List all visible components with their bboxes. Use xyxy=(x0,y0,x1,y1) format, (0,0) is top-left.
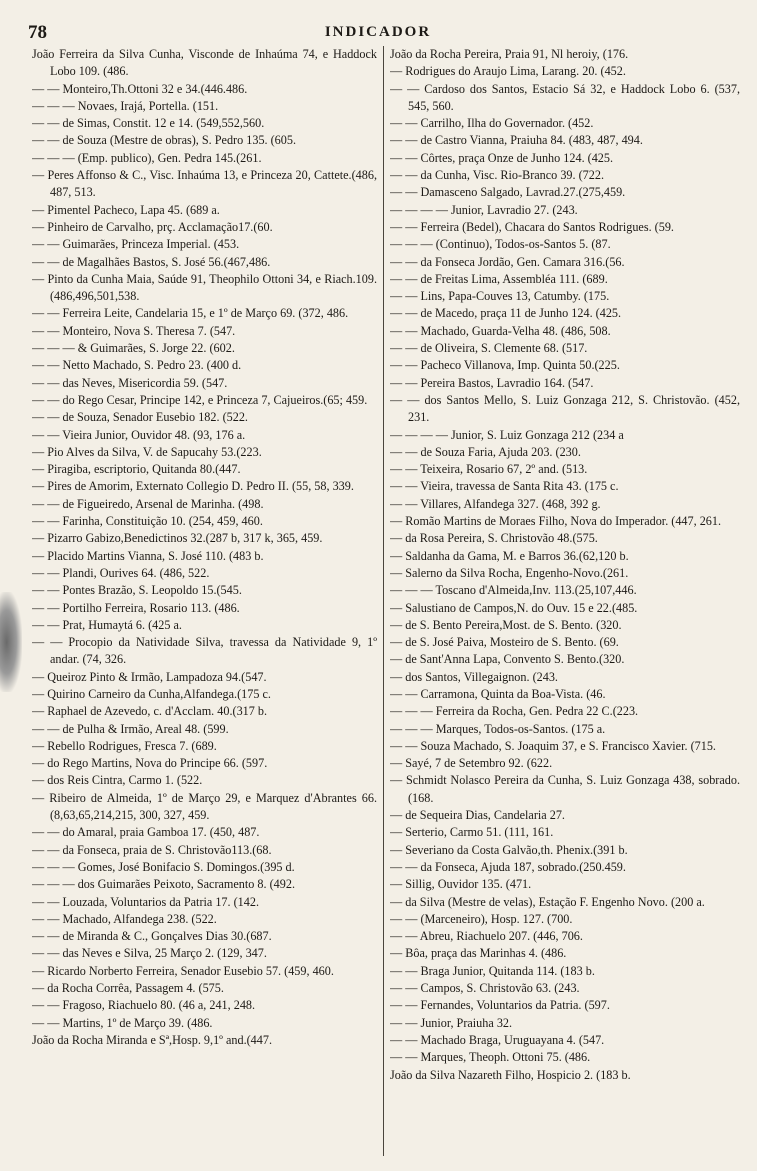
directory-entry: — Piragiba, escriptorio, Quitanda 80.(447. xyxy=(32,462,241,477)
directory-entry: — Sayé, 7 de Setembro 92. (622. xyxy=(390,756,553,771)
directory-entry: João da Silva Nazareth Filho, Hospicio 2. (183 b. xyxy=(390,1067,631,1082)
directory-entry: — de S. José Paiva, Mosteiro de S. Bento. (69. xyxy=(390,635,619,650)
directory-entry: — de Sequeira Dias, Candelaria 27. xyxy=(390,808,565,823)
directory-entry: — — do Amaral, praia Gamboa 17. (450, 487. xyxy=(32,825,260,840)
right-column xyxy=(390,46,740,1161)
directory-entry: — — Pereira Bastos, Lavradio 164. (547. xyxy=(390,375,594,390)
directory-entry: — Raphael de Azevedo, c. d'Acclam. 40.(317 b. xyxy=(32,704,268,719)
directory-entry: — — de Figueiredo, Arsenal de Marinha. (498. xyxy=(32,496,264,511)
directory-entry: — — Damasceno Salgado, Lavrad.27.(275,459. xyxy=(390,185,626,200)
directory-entry: — — de Simas, Constit. 12 e 14. (549,552,560. xyxy=(32,116,265,131)
directory-entry: — da Rocha Corrêa, Passagem 4. (575. xyxy=(32,981,224,996)
directory-entry: — — Cardoso dos Santos, Estacio Sá 32, e Haddock Lobo 6. (537, 545, 560. xyxy=(390,81,740,113)
directory-entry: — — de Souza (Mestre de obras), S. Pedro 135. (605. xyxy=(32,133,297,148)
directory-entry: — — do Rego Cesar, Principe 142, e Princeza 7, Cajueiros.(65; 459. xyxy=(32,392,368,407)
page-header xyxy=(28,22,728,48)
directory-entry: — — Portilho Ferreira, Rosario 113. (486. xyxy=(32,600,240,615)
directory-entry: — — Ferreira Leite, Candelaria 15, e 1º de Março 69. (372, 486. xyxy=(32,306,349,321)
directory-entry: — Romão Martins de Moraes Filho, Nova do Imperador. (447, 261. xyxy=(390,514,722,529)
directory-entry: — — Vieira Junior, Ouvidor 48. (93, 176 a. xyxy=(32,427,246,442)
directory-entry: — Ricardo Norberto Ferreira, Senador Eusebio 57. (459, 460. xyxy=(32,963,334,978)
directory-entry: — — Fragoso, Riachuelo 80. (46 a, 241, 248. xyxy=(32,998,256,1013)
directory-entry: — — de Freitas Lima, Assembléa 111. (689. xyxy=(390,271,608,286)
directory-entry: — Rebello Rodrigues, Fresca 7. (689. xyxy=(32,738,217,753)
directory-entry: — dos Reis Cintra, Carmo 1. (522. xyxy=(32,773,203,788)
directory-entry: — — Netto Machado, S. Pedro 23. (400 d. xyxy=(32,358,242,373)
column-divider xyxy=(383,46,384,1156)
directory-entry: João da Rocha Miranda e Sª,Hosp. 9,1º and.(447. xyxy=(32,1032,273,1047)
directory-entry: — — Vieira, travessa de Santa Rita 43. (175 c. xyxy=(390,479,619,494)
directory-entry: — — de Macedo, praça 11 de Junho 124. (425. xyxy=(390,306,622,321)
directory-entry: — — — — Junior, Lavradio 27. (243. xyxy=(390,202,578,217)
page-number: 78 xyxy=(28,22,47,43)
directory-entry: — — Monteiro, Nova S. Theresa 7. (547. xyxy=(32,323,236,338)
directory-entry: — — da Fonseca Jordão, Gen. Camara 316.(56. xyxy=(390,254,625,269)
directory-entry: — — Ferreira (Bedel), Chacara do Santos Rodrigues. (59. xyxy=(390,219,674,234)
directory-entry: — Salustiano de Campos,N. do Ouv. 15 e 22.(485. xyxy=(390,600,638,615)
directory-entry: — Pimentel Pacheco, Lapa 45. (689 a. xyxy=(32,202,220,217)
directory-entry: — — Braga Junior, Quitanda 114. (183 b. xyxy=(390,963,595,978)
directory-entry: — — — Gomes, José Bonifacio S. Domingos.(395 d. xyxy=(32,859,295,874)
directory-entry: — — Louzada, Voluntarios da Patria 17. (142. xyxy=(32,894,260,909)
left-column xyxy=(32,46,377,1161)
directory-entry: — Placido Martins Vianna, S. José 110. (483 b. xyxy=(32,548,264,563)
directory-entry: — — Prat, Humaytá 6. (425 a. xyxy=(32,617,182,632)
directory-entry: — — Carramona, Quinta da Boa-Vista. (46. xyxy=(390,686,606,701)
directory-entry: — Sillig, Ouvidor 135. (471. xyxy=(390,877,532,892)
directory-entry: — — Procopio da Natividade Silva, travessa da Natividade 9, 1º andar. (74, 326. xyxy=(32,635,377,667)
directory-entry: — da Silva (Mestre de velas), Estação F. Engenho Novo. (200 a. xyxy=(390,894,705,909)
directory-entry: — — dos Santos Mello, S. Luiz Gonzaga 212, S. Christovão. (452, 231. xyxy=(390,392,740,425)
directory-entry: — — Côrtes, praça Onze de Junho 124. (425. xyxy=(390,150,614,165)
directory-entry: — — — Ferreira da Rocha, Gen. Pedra 22 C.(223. xyxy=(390,704,639,719)
directory-entry: — — de Miranda & C., Gonçalves Dias 30.(687. xyxy=(32,929,272,944)
directory-entry: — — Martins, 1º de Março 39. (486. xyxy=(32,1015,213,1030)
directory-entry: — Saldanha da Gama, M. e Barros 36.(62,120 b. xyxy=(390,548,629,563)
directory-entry: — — de Magalhães Bastos, S. José 56.(467,486. xyxy=(32,254,271,269)
directory-entry: — — Guimarães, Princeza Imperial. (453. xyxy=(32,237,240,252)
directory-entry: — — — (Continuo), Todos-os-Santos 5. (87. xyxy=(390,237,611,252)
directory-entry: — — Machado, Alfandega 238. (522. xyxy=(32,911,217,926)
directory-entry: João Ferreira da Silva Cunha, Visconde de Inhaúma 74, e Haddock Lobo 109. (486. xyxy=(32,47,377,79)
directory-entry: — — de Souza, Senador Eusebio 182. (522. xyxy=(32,410,248,425)
directory-entry: — Pinheiro de Carvalho, prç. Acclamação17.(60. xyxy=(32,219,273,234)
directory-entry: — — Pontes Brazão, S. Leopoldo 15.(545. xyxy=(32,583,242,598)
directory-entry: — — Marques, Theoph. Ottoni 75. (486. xyxy=(390,1050,591,1065)
directory-entry: — Severiano da Costa Galvão,th. Phenix.(391 b. xyxy=(390,842,628,857)
directory-entry: — Queiroz Pinto & Irmão, Lampadoza 94.(547. xyxy=(32,669,267,684)
directory-entry: — — de Oliveira, S. Clemente 68. (517. xyxy=(390,341,588,356)
directory-entry: — Pizarro Gabizo,Benedictinos 32.(287 b, 317 k, 365, 459. xyxy=(32,531,323,546)
directory-entry: — Pinto da Cunha Maia, Saúde 91, Theophilo Ottoni 34, e Riach.109. (486,496,501,538. xyxy=(32,271,377,304)
directory-entry: — — Abreu, Riachuelo 207. (446, 706. xyxy=(390,929,583,944)
directory-entry: — de Sant'Anna Lapa, Convento S. Bento.(320. xyxy=(390,652,625,667)
directory-entry: — — das Neves e Silva, 25 Março 2. (129, 347. xyxy=(32,946,267,961)
directory-entry: — — Fernandes, Voluntarios da Patria. (597. xyxy=(390,998,610,1013)
directory-entry: — — das Neves, Misericordia 59. (547. xyxy=(32,375,228,390)
directory-entry: — — Souza Machado, S. Joaquim 37, e S. Francisco Xavier. (715. xyxy=(390,738,716,753)
directory-entry: — — de Souza Faria, Ajuda 203. (230. xyxy=(390,444,581,459)
directory-entry: — — (Marceneiro), Hosp. 127. (700. xyxy=(390,911,573,926)
directory-entry: — — da Fonseca, praia de S. Christovão113.(68. xyxy=(32,842,272,857)
running-head: INDICADOR xyxy=(324,24,432,40)
directory-entry: — — — (Emp. publico), Gen. Pedra 145.(261. xyxy=(32,150,262,165)
directory-entry: — Bôa, praça das Marinhas 4. (486. xyxy=(390,946,567,961)
directory-entry: — — Campos, S. Christovão 63. (243. xyxy=(390,981,580,996)
directory-entry: — — — Toscano d'Almeida,Inv. 113.(25,107,446. xyxy=(390,583,637,598)
directory-entry: — do Rego Martins, Nova do Principe 66. (597. xyxy=(32,756,268,771)
directory-entry: — — Farinha, Constituição 10. (254, 459, 460. xyxy=(32,514,263,529)
directory-entry: — — Machado Braga, Uruguayana 4. (547. xyxy=(390,1032,605,1047)
directory-entry: — Pires de Amorim, Externato Collegio D. Pedro II. (55, 58, 339. xyxy=(32,479,354,494)
directory-entry: — — da Fonseca, Ajuda 187, sobrado.(250.459. xyxy=(390,859,626,874)
directory-entry: — Rodrigues do Araujo Lima, Larang. 20. (452. xyxy=(390,64,626,79)
directory-entry: — — — Marques, Todos-os-Santos. (175 a. xyxy=(390,721,606,736)
directory-entry: — — Villares, Alfandega 327. (468, 392 g. xyxy=(390,496,601,511)
directory-entry: — — — dos Guimarães Peixoto, Sacramento 8. (492. xyxy=(32,877,296,892)
directory-entry: — — Carrilho, Ilha do Governador. (452. xyxy=(390,116,594,131)
directory-entry: — Peres Affonso & C., Visc. Inhaúma 13, e Princeza 20, Cattete.(486, 487, 513. xyxy=(32,168,377,200)
directory-entry: — — Teixeira, Rosario 67, 2º and. (513. xyxy=(390,462,588,477)
directory-entry: — — Pacheco Villanova, Imp. Quinta 50.(225. xyxy=(390,358,620,373)
directory-entry: — — Monteiro,Th.Ottoni 32 e 34.(446.486. xyxy=(32,81,248,96)
directory-entry: — da Rosa Pereira, S. Christovão 48.(575. xyxy=(390,531,598,546)
directory-entry: — dos Santos, Villegaignon. (243. xyxy=(390,669,558,684)
directory-entry: — Pio Alves da Silva, V. de Sapucahy 53.(223. xyxy=(32,444,262,459)
directory-entry: — — — — Junior, S. Luiz Gonzaga 212 (234 a xyxy=(390,427,624,442)
directory-entry: — — — Novaes, Irajá, Portella. (151. xyxy=(32,98,219,113)
directory-entry: — — Plandi, Ourives 64. (486, 522. xyxy=(32,565,210,580)
page-stain xyxy=(0,592,22,692)
directory-entry: João da Rocha Pereira, Praia 91, Nl heroiy, (176. xyxy=(390,47,629,61)
directory-entry: — — da Cunha, Visc. Rio-Branco 39. (722. xyxy=(390,168,604,183)
directory-entry: — — Junior, Praiuha 32. xyxy=(390,1015,513,1030)
directory-entry: — Schmidt Nolasco Pereira da Cunha, S. Luiz Gonzaga 438, sobrado. (168. xyxy=(390,773,740,805)
directory-entry: — Quirino Carneiro da Cunha,Alfandega.(175 c. xyxy=(32,686,271,701)
directory-entry: — Ribeiro de Almeida, 1º de Março 29, e Marquez d'Abrantes 66. (8,63,65,214,215, 300, 327, 459. xyxy=(32,790,377,823)
directory-entry: — — — & Guimarães, S. Jorge 22. (602. xyxy=(32,341,235,356)
directory-entry: — — Machado, Guarda-Velha 48. (486, 508. xyxy=(390,323,611,338)
directory-entry: — — Lins, Papa-Couves 13, Catumby. (175. xyxy=(390,289,610,304)
directory-entry: — — de Castro Vianna, Praiuha 84. (483, 487, 494. xyxy=(390,133,643,148)
directory-entry: — — de Pulha & Irmão, Areal 48. (599. xyxy=(32,721,229,736)
directory-entry: — Salerno da Silva Rocha, Engenho-Novo.(261. xyxy=(390,565,629,580)
directory-entry: — Serterio, Carmo 51. (111, 161. xyxy=(390,825,554,840)
directory-entry: — de S. Bento Pereira,Most. de S. Bento. (320. xyxy=(390,617,622,632)
